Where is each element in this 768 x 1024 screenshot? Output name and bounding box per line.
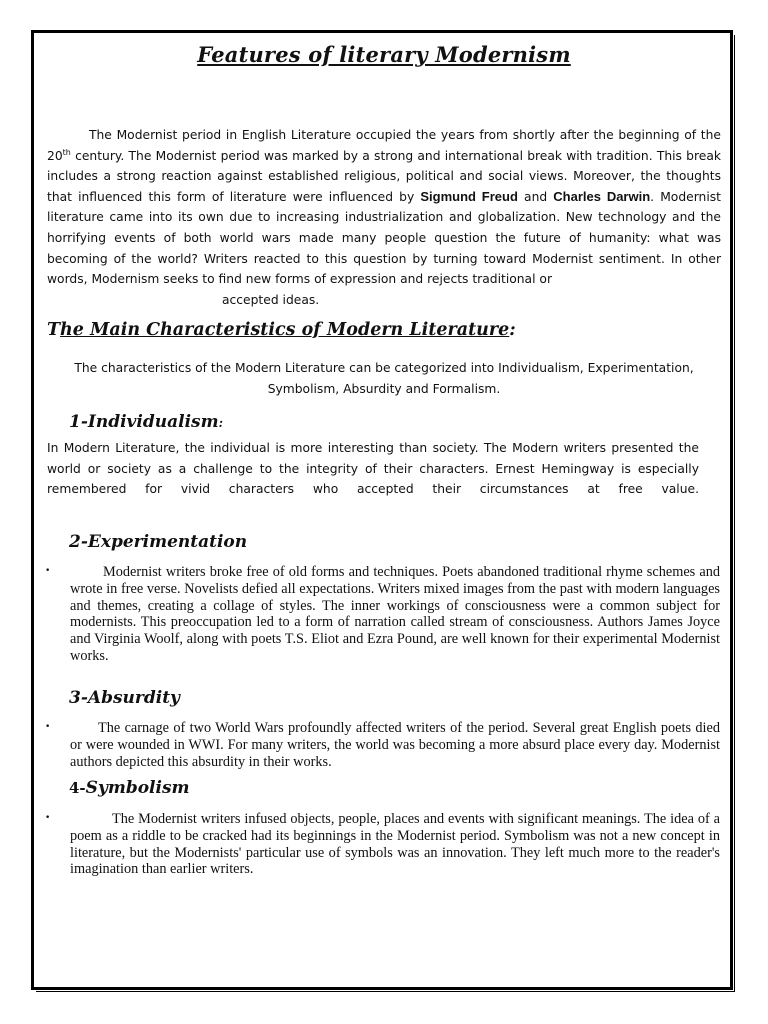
heading-individualism: 1-Individualism: <box>69 412 224 432</box>
bullet-icon: • <box>45 722 51 732</box>
section-title-main-characteristics: The Main Characteristics of Modern Literature: <box>47 320 516 340</box>
symbolism-paragraph: The Modernist writers infused objects, people, places and events with significant meanings. The idea of a poem as a riddle to be cracked had its beginnings in the Modernist period. Symbolism was not a new concept in literature, but the Modernists' particular use of symbols was an innovation. They left much more to the reader's imagination than earlier writers. <box>70 811 720 878</box>
heading-experimentation: 2-Experimentation <box>69 532 248 552</box>
bullet-icon: • <box>45 566 51 576</box>
intro-paragraph: The Modernist period in English Literature occupied the years from shortly after the beginning of the 20th century. The Modernist period was marked by a strong and international break with tradition. This break includes a strong reaction against established religious, political and social views. Moreover, the thoughts that influenced this form of literature were influenced by Sigmund Freud and Charles Darwin. Modernist literature came into its own due to increasing industrialization and globalization. New technology and the horrifying events of both world wars made many people question the future of humanity: what was becoming of the world? Writers reacted to this question by turning toward Modernist sentiment. In other words, Modernism seeks to find new forms of expression and rejects traditional or accepted ideas. <box>47 128 721 307</box>
heading-absurdity: 3-Absurdity <box>69 688 180 708</box>
individualism-paragraph: In Modern Literature, the individual is more interesting than society. The Modern writers presented the world or society as a challenge to the integrity of their characters. Ernest Hemingway is especially remembered for vivid characters who accepted their circumstances at free value. <box>47 441 699 497</box>
section-intro: The characteristics of the Modern Literature can be categorized into Individualism, Experimentation, Symbolism, Absurdity and Formalism. <box>74 361 694 396</box>
bullet-icon: • <box>45 813 51 823</box>
name-freud: Sigmund Freud <box>420 188 518 204</box>
document-title: Features of literary Modernism <box>197 42 571 67</box>
experimentation-paragraph: Modernist writers broke free of old forms and techniques. Poets abandoned traditional rhyme schemes and wrote in free verse. Novelists defied all expectations. Writers mixed images from the past with modern languages and themes, creating a collage of styles. The inner workings of consciousness were a common subject for modernists. This preoccupation led to a form of narration called stream of consciousness. Authors James Joyce and Virginia Woolf, along with poets T.S. Eliot and Ezra Pound, are well known for their experimental Modernist works. <box>70 564 720 664</box>
heading-symbolism: 4-Symbolism <box>69 778 190 798</box>
absurdity-paragraph: The carnage of two World Wars profoundly affected writers of the period. Several great English poets died or were wounded in WWI. For many writers, the world was becoming a more absurd place every day. Modernist authors depicted this absurdity in their works. <box>70 720 720 770</box>
name-darwin: Charles Darwin <box>553 188 651 204</box>
